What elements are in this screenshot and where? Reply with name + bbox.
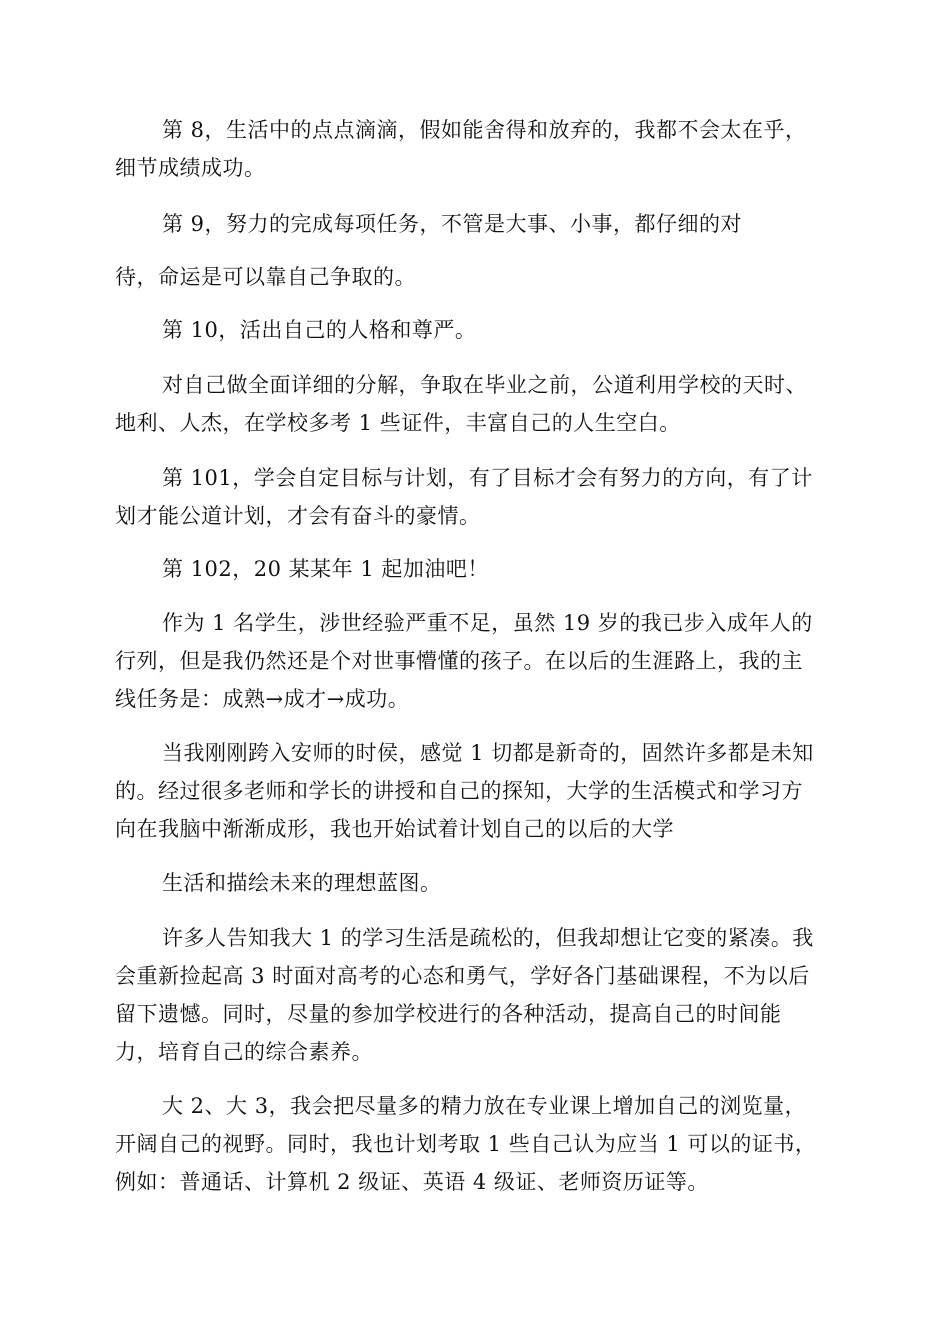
text-line: 细节成绩成功。 <box>115 156 266 180</box>
text-line: 地利、人杰，在学校多考 1 些证件，丰富自己的人生空白。 <box>115 411 681 435</box>
text-line: 大 2、大 3，我会把尽量多的精力放在专业课上增加自己的浏览量， <box>162 1094 807 1118</box>
text-line: 行列，但是我仍然还是个对世事懵懂的孩子。在以后的生涯路上，我的主 <box>115 649 803 673</box>
text-line: 作为 1 名学生，涉世经验严重不足，虽然 19 岁的我已步入成年人的 <box>162 611 813 635</box>
text-line: 线任务是：成熟→成才→成功。 <box>115 687 410 711</box>
text-line: 许多人告知我大 1 的学习生活是疏松的，但我却想让它变的紧凑。我 <box>162 926 814 950</box>
text-line: 例如：普通话、计算机 2 级证、英语 4 级证、老师资历证等。 <box>115 1170 709 1194</box>
text-line: 第 102，20 某某年 1 起加油吧！ <box>162 557 489 581</box>
text-line: 划才能公道计划，才会有奋斗的豪情。 <box>115 504 481 528</box>
text-line: 对自己做全面详细的分解，争取在毕业之前，公道利用学校的天时、 <box>162 373 807 397</box>
text-line: 生活和描绘未来的理想蓝图。 <box>162 871 442 895</box>
text-line: 第 8，生活中的点点滴滴，假如能舍得和放弃的，我都不会太在乎， <box>162 118 807 142</box>
text-line: 的。经过很多老师和学长的讲授和自己的探知，大学的生活模式和学习方 <box>115 779 803 803</box>
text-line: 留下遗憾。同时，尽量的参加学校进行的各种活动，提高自己的时间能 <box>115 1002 782 1026</box>
text-line: 力，培育自己的综合素养。 <box>115 1040 373 1064</box>
text-line: 第 9，努力的完成每项任务，不管是大事、小事，都仔细的对 <box>162 212 743 236</box>
text-line: 待，命运是可以靠自己争取的。 <box>115 265 416 289</box>
text-line: 当我刚刚跨入安师的时侯，感觉 1 切都是新奇的，固然许多都是未知 <box>162 741 814 765</box>
text-line: 第 10，活出自己的人格和尊严。 <box>162 318 477 342</box>
text-line: 第 101，学会自定目标与计划，有了目标才会有努力的方向，有了计 <box>162 466 813 490</box>
text-line: 会重新捡起高 3 时面对高考的心态和勇气，学好各门基础课程，不为以后 <box>115 964 810 988</box>
text-line: 向在我脑中渐渐成形，我也开始试着计划自己的以后的大学 <box>115 817 674 841</box>
text-line: 开阔自己的视野。同时，我也计划考取 1 些自己认为应当 1 可以的证书， <box>115 1132 817 1156</box>
